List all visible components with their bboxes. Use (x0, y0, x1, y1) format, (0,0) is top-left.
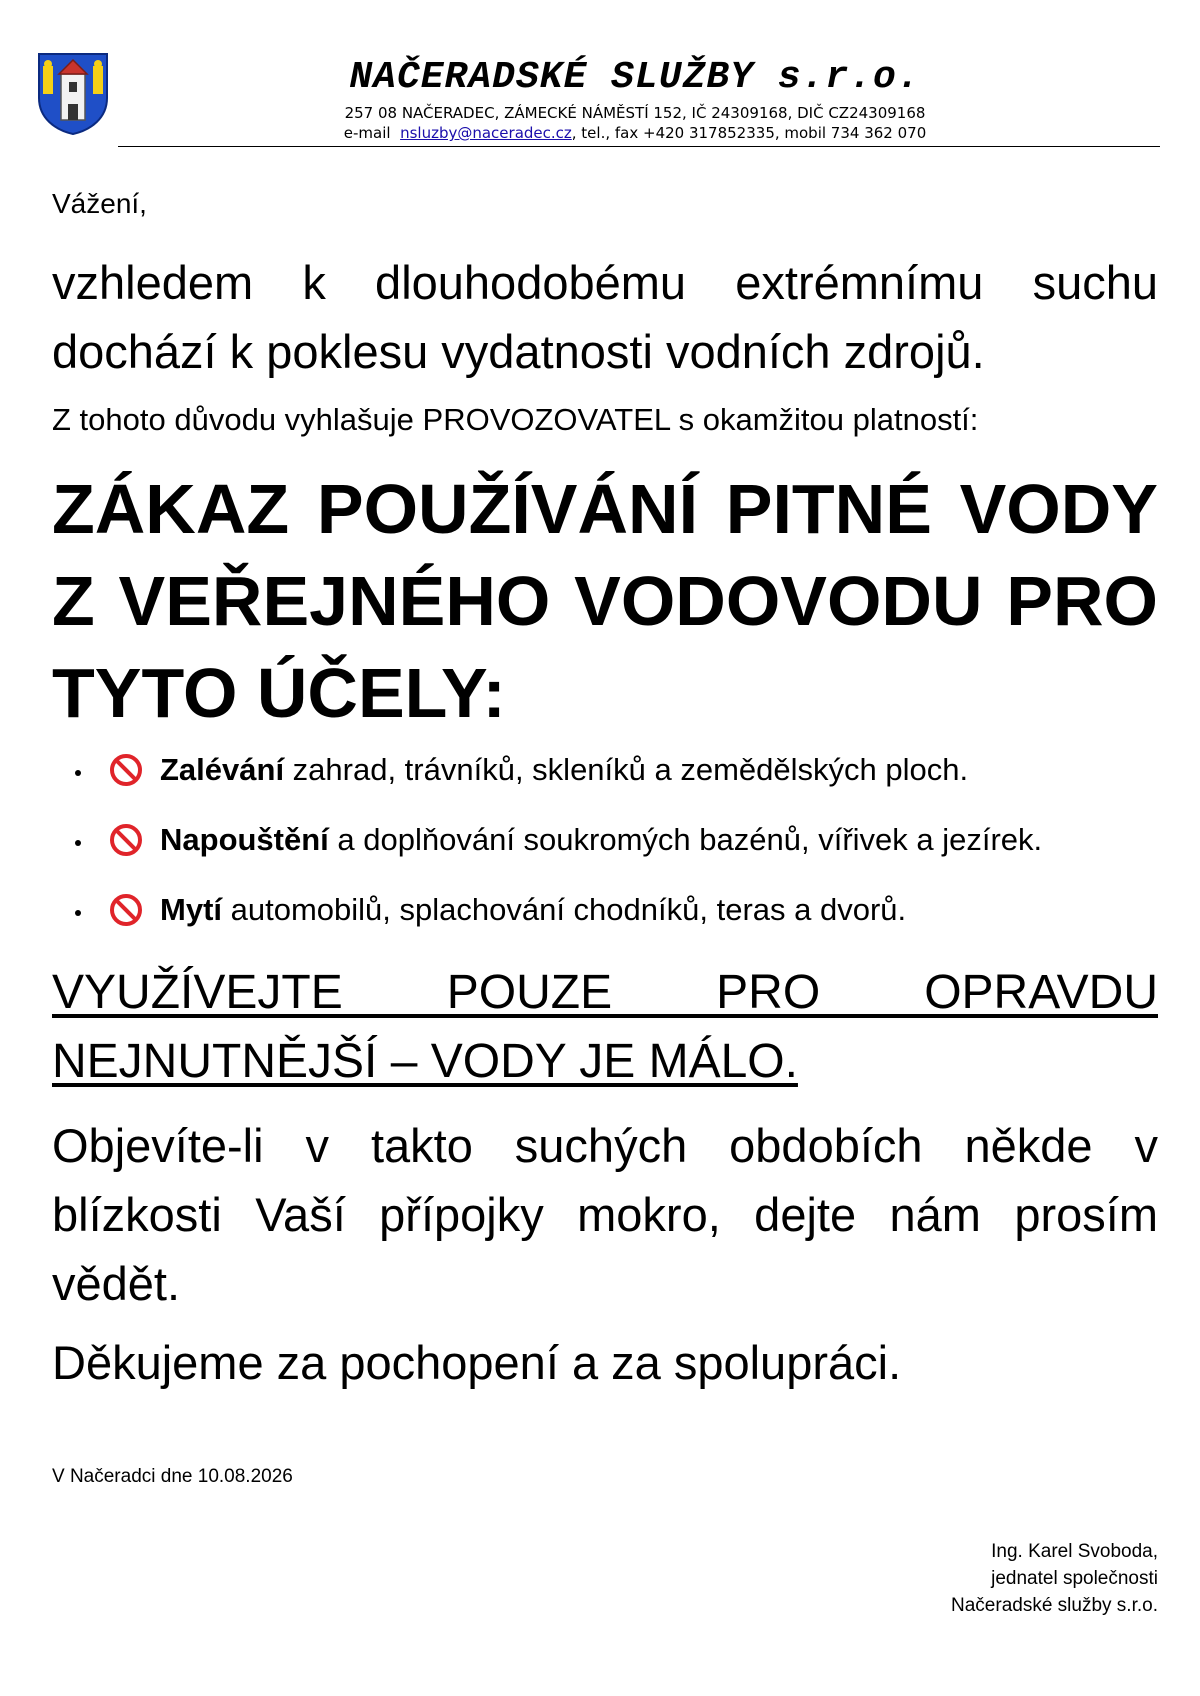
prohibited-icon (108, 752, 144, 788)
company-contact-line (290, 123, 980, 143)
list-item-text (160, 820, 1042, 860)
signature-role: jednatel společnosti (991, 1568, 1158, 1589)
list-item-rest: a doplňování soukromých bazénů, vířivek a jezírek. (328, 822, 1043, 857)
list-item-rest: zahrad, trávníků, skleníků a zemědělských ploch. (284, 752, 969, 787)
bullet (75, 840, 81, 846)
intro-paragraph: vzhledem k dlouhodobému extrémnímu suchu dochází k poklesu vydatnosti vodních zdrojů. (52, 256, 1158, 378)
email-label: e-mail (343, 124, 391, 142)
header-divider (118, 146, 1160, 147)
signature-company: Načeradské služby s.r.o. (951, 1595, 1158, 1616)
list-item-text (160, 890, 906, 930)
list-item-text (160, 750, 968, 790)
company-address: 257 08 NAČERADEC, ZÁMECKÉ NÁMĚSTÍ 152, IČ 24309168, DIČ CZ24309168 (344, 104, 926, 122)
contact-rest: , tel., fax +420 317852335, mobil 734 362 070 (571, 124, 927, 142)
bullet (75, 770, 81, 776)
email-link[interactable]: nsluzby@naceradec.cz (400, 124, 572, 142)
list-item (52, 750, 1158, 820)
list-item-bold: Napouštění (160, 822, 329, 857)
list-item (52, 820, 1158, 890)
report-paragraph: Objevíte-li v takto suchých obdobích někde v blízkosti Vaší přípojky mokro, dejte nám prosím vědět. (52, 1119, 1158, 1310)
list-item (52, 890, 1158, 960)
town-crest-icon (37, 52, 109, 136)
list-item-rest: automobilů, splachování chodníků, teras a dvorů. (222, 892, 907, 927)
prohibited-icon (108, 892, 144, 928)
prohibited-list (52, 750, 1158, 960)
thanks-line: Děkujeme za pochopení a za spolupráci. (52, 1336, 902, 1389)
ban-heading: ZÁKAZ POUŽÍVÁNÍ PITNÉ VODY Z VEŘEJNÉHO VODOVODU PRO TYTO ÚČELY: (52, 470, 1158, 732)
company-name: NAČERADSKÉ SLUŽBY s.r.o. (349, 56, 921, 99)
list-item-bold: Zalévání (160, 752, 285, 787)
company-contact (290, 103, 980, 143)
signature-block (951, 1538, 1158, 1619)
reason-line: Z tohoto důvodu vyhlašuje PROVOZOVATEL s okamžitou platností: (52, 402, 979, 437)
signature-name: Ing. Karel Svoboda, (991, 1541, 1158, 1562)
notice-underlined: VYUŽÍVEJTE POUZE PRO OPRAVDU NEJNUTNĚJŠÍ – VODY JE MÁLO. (52, 966, 1158, 1088)
prohibited-icon (108, 822, 144, 858)
greeting: Vážení, (52, 188, 147, 219)
place-date: V Načeradci dne 10.08.2026 (52, 1466, 293, 1487)
bullet (75, 910, 81, 916)
list-item-bold: Mytí (160, 892, 222, 927)
